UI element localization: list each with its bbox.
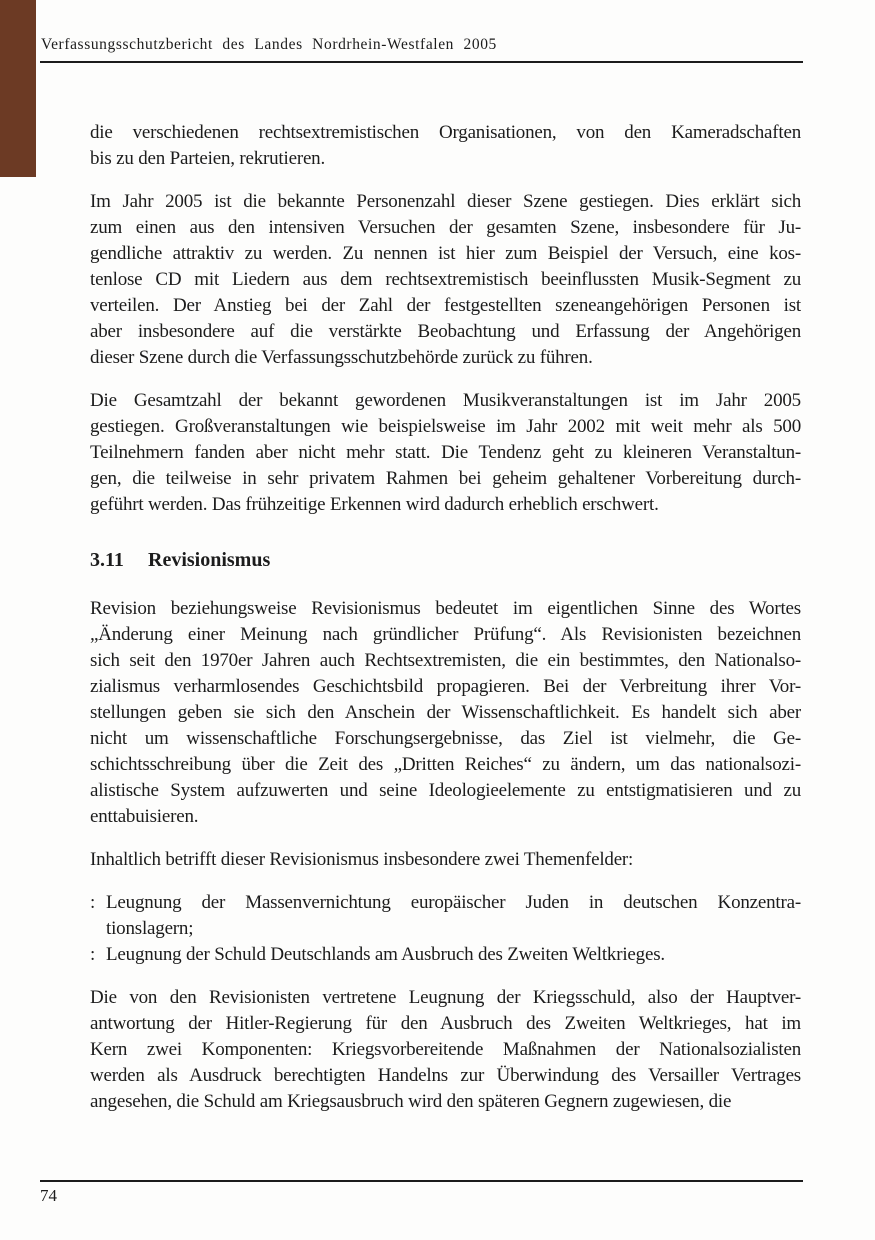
text-line: tionslagern; [106,918,194,939]
running-header-title: Verfassungsschutzbericht des Landes Nordrhein-Westfalen 2005 [41,36,497,53]
list-item [90,890,801,942]
paragraph [90,596,801,830]
heading-number: 3.11 [90,549,124,571]
section-heading [90,547,801,573]
text-line: stellungen geben sie sich den Anschein der Wissenschaftlichkeit. Es handelt sich aber [90,702,801,723]
paragraph [90,388,801,518]
text-line: aber insbesondere auf die verstärkte Beobachtung und Erfassung der Angehörigen [90,321,801,342]
text-line: schichtsschreibung über die Zeit des „Dritten Reiches“ zu ändern, um das nationalsozi- [90,754,801,775]
text-line: Im Jahr 2005 ist die bekannte Personenzahl dieser Szene gestiegen. Dies erklärt sich [90,191,801,212]
list-item-text [106,942,801,968]
text-line: gendliche attraktiv zu werden. Zu nennen ist hier zum Beispiel der Versuch, eine kos- [90,243,801,264]
text-line: zum einen aus den intensiven Versuchen der gesamten Szene, insbesondere für Ju- [90,217,801,238]
text-line: sich seit den 1970er Jahren auch Rechtsextremisten, die ein bestimmtes, den Nationalso- [90,650,801,671]
header-rule [40,61,803,63]
paragraph [90,120,801,172]
content [90,120,801,1132]
topic-list [90,890,801,968]
paragraph [90,985,801,1115]
list-marker: : [90,944,96,965]
text-line: antwortung der Hitler-Regierung für den Ausbruch des Zweiten Weltkrieges, hat im [90,1013,801,1034]
text-line: dieser Szene durch die Verfassungsschutzbehörde zurück zu führen. [90,347,593,368]
list-item-text [106,890,801,942]
text-line: Leugnung der Schuld Deutschlands am Ausbruch des Zweiten Weltkrieges. [106,944,665,965]
text-line: nicht um wissenschaftliche Forschungsergebnisse, das Ziel ist vielmehr, die Ge- [90,728,801,749]
text-line: zialismus verharmlosendes Geschichtsbild propagieren. Bei der Verbreitung ihrer Vor- [90,676,801,697]
text-line: Die von den Revisionisten vertretene Leugnung der Kriegsschuld, also der Hauptver- [90,987,801,1008]
list-marker: : [90,892,96,913]
text-line: angesehen, die Schuld am Kriegsausbruch wird den späteren Gegnern zugewiesen, die [90,1091,732,1112]
text-line: gen, die teilweise in sehr privatem Rahmen bei geheim gehaltener Vorbereitung durch- [90,468,801,489]
accent-bar [0,0,36,177]
text-line: werden als Ausdruck berechtigten Handelns zur Überwindung des Versailler Vertrages [90,1065,801,1086]
paragraph [90,847,801,873]
text-line: Inhaltlich betrifft dieser Revisionismus insbesondere zwei Themenfelder: [90,849,634,870]
text-line: verteilen. Der Anstieg bei der Zahl der festgestellten szeneangehörigen Personen ist [90,295,801,316]
text-line: Die Gesamtzahl der bekannt gewordenen Musikveranstaltungen ist im Jahr 2005 [90,390,801,411]
text-line: Teilnehmern fanden aber nicht mehr statt. Die Tendenz geht zu kleineren Veranstaltun- [90,442,801,463]
text-line: geführt werden. Das frühzeitige Erkennen wird dadurch erheblich erschwert. [90,494,659,515]
text-line: gestiegen. Großveranstaltungen wie beispielsweise im Jahr 2002 mit weit mehr als 500 [90,416,801,437]
text-line: enttabuisieren. [90,806,199,827]
paragraph [90,189,801,371]
text-line: alistische System aufzuwerten und seine Ideologieelemente zu entstigmatisieren und zu [90,780,801,801]
text-line: Leugnung der Massenvernichtung europäischer Juden in deutschen Konzentra- [106,892,801,913]
text-line: „Änderung einer Meinung nach gründlicher Prüfung“. Als Revisionisten bezeichnen [90,624,801,645]
text-line: bis zu den Parteien, rekrutieren. [90,148,326,169]
list-item [90,942,801,968]
text-line: Revision beziehungsweise Revisionismus bedeutet im eigentlichen Sinne des Wortes [90,598,801,619]
heading-title: Revisionismus [148,549,271,571]
text-line: tenlose CD mit Liedern aus dem rechtsextremistisch beeinflussten Musik-Segment zu [90,269,801,290]
page-number: 74 [40,1186,57,1205]
text-line: die verschiedenen rechtsextremistischen Organisationen, von den Kameradschaften [90,122,801,143]
text-line: Kern zwei Komponenten: Kriegsvorbereitende Maßnahmen der Nationalsozialisten [90,1039,801,1060]
footer-rule [40,1180,803,1182]
